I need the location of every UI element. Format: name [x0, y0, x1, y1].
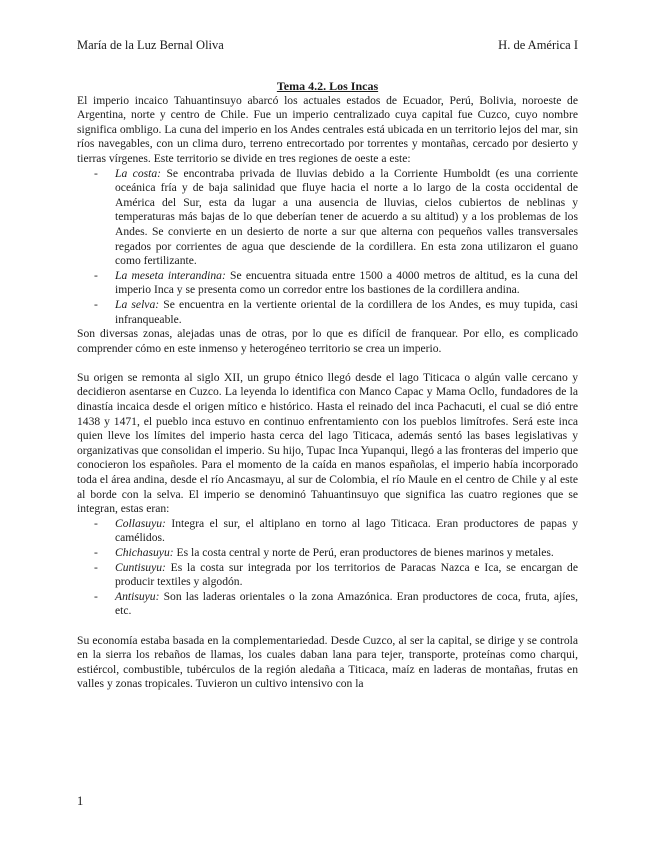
document-body: [77, 79, 578, 692]
regions-summary-paragraph: Son diversas zonas, alejadas unas de otras, por lo que es difícil de franquear. Por ello, es complicado comprender cómo en este inmenso y heterogéneo territorio se crea un imperio.: [77, 327, 578, 355]
list-item: [115, 517, 578, 546]
list-item: [115, 561, 578, 590]
suyu-text: Integra el sur, el altiplano en torno al lago Titicaca. Eran productores de papas y camélidos.: [115, 516, 578, 545]
list-item: [115, 546, 578, 561]
course-name: H. de América I: [498, 38, 578, 52]
suyu-term: Chichasuyu:: [115, 546, 174, 559]
list-item: [115, 590, 578, 619]
section-title: Tema 4.2. Los Incas: [276, 79, 379, 93]
suyu-text: Son las laderas orientales o la zona Amazónica. Eran productores de coca, fruta, ajíes, etc.: [115, 589, 578, 618]
list-item: [115, 298, 578, 327]
suyu-term: Antisuyu:: [115, 589, 160, 603]
author-name: María de la Luz Bernal Oliva: [77, 38, 224, 52]
region-text: Se encuentra situada entre 1500 a 4000 metros de altitud, es la cuna del imperio Inca y se presenta como un corredor entre los bastiones de la cordillera andina.: [115, 268, 579, 297]
region-term: La costa:: [115, 166, 162, 180]
region-text: Se encuentra en la vertiente oriental de la cordillera de los Andes, es muy tupida, casi infranqueable.: [115, 297, 578, 326]
region-term: La selva:: [115, 297, 160, 311]
list-item: [115, 167, 578, 269]
list-item: [115, 269, 578, 298]
page-header: [77, 38, 578, 53]
region-text: Se encontraba privada de lluvias debido a la Corriente Humboldt (es una corriente oceánica fría y de baja salinidad que fluye hacia el norte a lo largo de la costa occidental de América del Sur, esta da lugar a una ausencia de lluvias, cielos cubiertos de neblinas y temperaturas más bajas de lo que deberían tener de acuerdo a su altitud) y a los problemas de los Andes. Se convierte en un desierto de norte a sur que alterna con pequeños valles transversales regados por corrientes de agua que desciende de la cordillera. En esta zona utilizaron el guano como fertilizante.: [115, 166, 578, 268]
paragraph-spacer: [77, 356, 578, 371]
economy-paragraph: Su economía estaba basada en la complementariedad. Desde Cuzco, al ser la capital, se dirige y se controla en la sierra los rebaños de llamas, los cuales daban lana para tejer, transporte, proteínas como charqui, estiércol, combustible, tubérculos de la región aledaña a Titicaca, maíz en laderas de montañas, frutas en valles y zonas tropicales. Tuvieron un cultivo intensivo con la: [77, 633, 578, 691]
region-term: La meseta interandina:: [115, 268, 226, 282]
regions-list: [77, 167, 578, 328]
intro-paragraph: El imperio incaico Tahuantinsuyo abarcó los actuales estados de Ecuador, Perú, Bolivia, noroeste de Argentina, norte y centro de Chile. Fue un imperio centralizado cuya capital fue Cuzco, cuyo nombre significa ombligo. La cuna del imperio en los Andes centrales está ubicada en un territorio lejos del mar, sin ríos navegables, con un clima duro, terreno entrecortado por torrentes y montañas, cercado por desierto y tierras vírgenes. Este territorio se divide en tres regiones de oeste a este:: [77, 93, 578, 165]
suyu-term: Cuntisuyu:: [115, 560, 166, 574]
origin-paragraph: Su origen se remonta al siglo XII, un grupo étnico llegó desde el lago Titicaca o algún valle cercano y decidieron asentarse en Cuzco. La leyenda lo identifica con Manco Capac y Mama Ocllo, fundadores de la dinastía incaica desde el origen mítico e histórico. Hasta el reinado del inca Pachacuti, el cual se dió entre 1438 y 1471, el pueblo inca estuvo en continuo enfrentamiento con los pueblos limítrofes. Será este inca quien lleve los límites del imperio hasta cerca del lago Titicaca, además sentó las bases legislativas y organizativas que consolidan el imperio. Su hijo, Tupac Inca Yupanqui, llegó a las fronteras del imperio que conocieron los españoles. Para el momento de la caída en manos españolas, el imperio había incorporado toda el área andina, desde el río Ancasmayu, al sur de Colombia, el río Maule en el centro de Chile y al este al borde con la selva. El imperio se denominó Tahuantinsuyo que significa las cuatro regiones que se integran, estas eran:: [77, 370, 578, 516]
paragraph-spacer: [77, 619, 578, 634]
suyu-text: Es la costa sur integrada por los territorios de Paracas Nazca e Ica, se encargan de producir textiles y algodón.: [115, 560, 578, 589]
suyu-text: Es la costa central y norte de Perú, eran productores de bienes marinos y metales.: [173, 546, 554, 559]
suyus-list: [77, 517, 578, 619]
suyu-term: Collasuyu:: [115, 516, 166, 530]
page-number: 1: [77, 794, 84, 808]
